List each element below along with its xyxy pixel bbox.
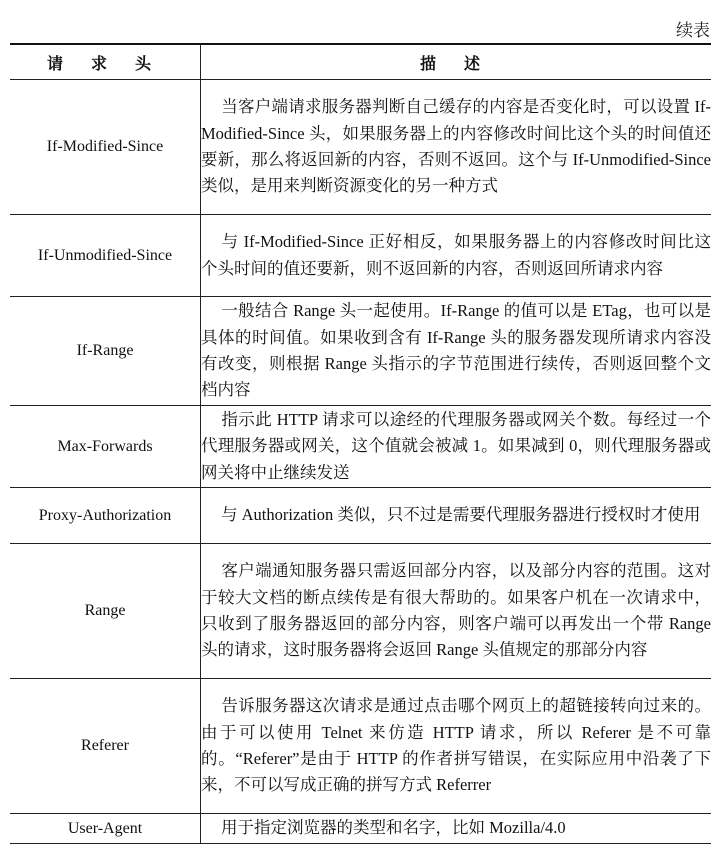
table-row (10, 679, 711, 814)
row-header-name: Max-Forwards (10, 406, 201, 488)
row-header-name: If-Modified-Since (10, 80, 201, 215)
row-description: 指示此 HTTP 请求可以途经的代理服务器或网关个数。每经过一个代理服务器或网关，这个值就会被减 1。如果减到 0，则代理服务器或网关将中止继续发送 (201, 410, 711, 482)
row-header-name: Referer (10, 679, 201, 814)
row-header-name: If-Unmodified-Since (10, 215, 201, 297)
table-row (10, 406, 711, 488)
table-row (10, 544, 711, 679)
row-description: 当客户端请求服务器判断自己缓存的内容是否变化时，可以设置 If-Modified-Since 头，如果服务器上的内容修改时间比这个头的时间值还要新，那么将返回新的内容，否则不返回。这个与 If-Unmodified-Since 类似，是用来判断资源变化的另一种方式 (201, 97, 711, 196)
table-row (10, 297, 711, 406)
row-description: 一般结合 Range 头一起使用。If-Range 的值可以是 ETag，也可以是具体的时间值。如果收到含有 If-Range 头的服务器发现所请求内容没有改变，则根据 Range 头指示的字节范围进行续传，否则返回整个文档内容 (201, 301, 711, 400)
table-row (10, 814, 711, 844)
row-description: 告诉服务器这次请求是通过点击哪个网页上的超链接转向过来的。由于可以使用 Telnet 来仿造 HTTP 请求，所以 Referer 是不可靠的。“Referer”是由于 HTTP 的作者拼写错误，在实际应用中沿袭了下来，不可以写成正确的拼写方式 Referrer (201, 696, 711, 795)
table-row (10, 215, 711, 297)
row-description: 与 If-Modified-Since 正好相反，如果服务器上的内容修改时间比这个头时间的值还要新，则不返回新的内容，否则返回所请求内容 (201, 232, 711, 278)
table-row (10, 488, 711, 544)
row-header-name: Range (10, 544, 201, 679)
row-description: 客户端通知服务器只需返回部分内容，以及部分内容的范围。这对于较大文档的断点续传是有很大帮助的。如果客户机在一次请求中，只收到了服务器返回的部分内容，则客户端可以再发出一个带 Range 头的请求，这时服务器将会返回 Range 头值规定的那部分内容 (201, 561, 711, 660)
row-header-name: If-Range (10, 297, 201, 406)
table-continued-caption: 续表 (676, 21, 710, 40)
row-header-name: User-Agent (10, 814, 201, 844)
table-header-row (10, 44, 711, 80)
column-header-description: 描 述 (201, 44, 712, 80)
row-description: 用于指定浏览器的类型和名字，比如 Mozilla/4.0 (221, 818, 566, 838)
row-header-name: Proxy-Authorization (10, 488, 201, 544)
row-description: 与 Authorization 类似，只不过是需要代理服务器进行授权时才使用 (221, 505, 701, 525)
request-headers-table (10, 43, 711, 844)
column-header-request-header: 请 求 头 (10, 44, 201, 80)
table-row (10, 80, 711, 215)
